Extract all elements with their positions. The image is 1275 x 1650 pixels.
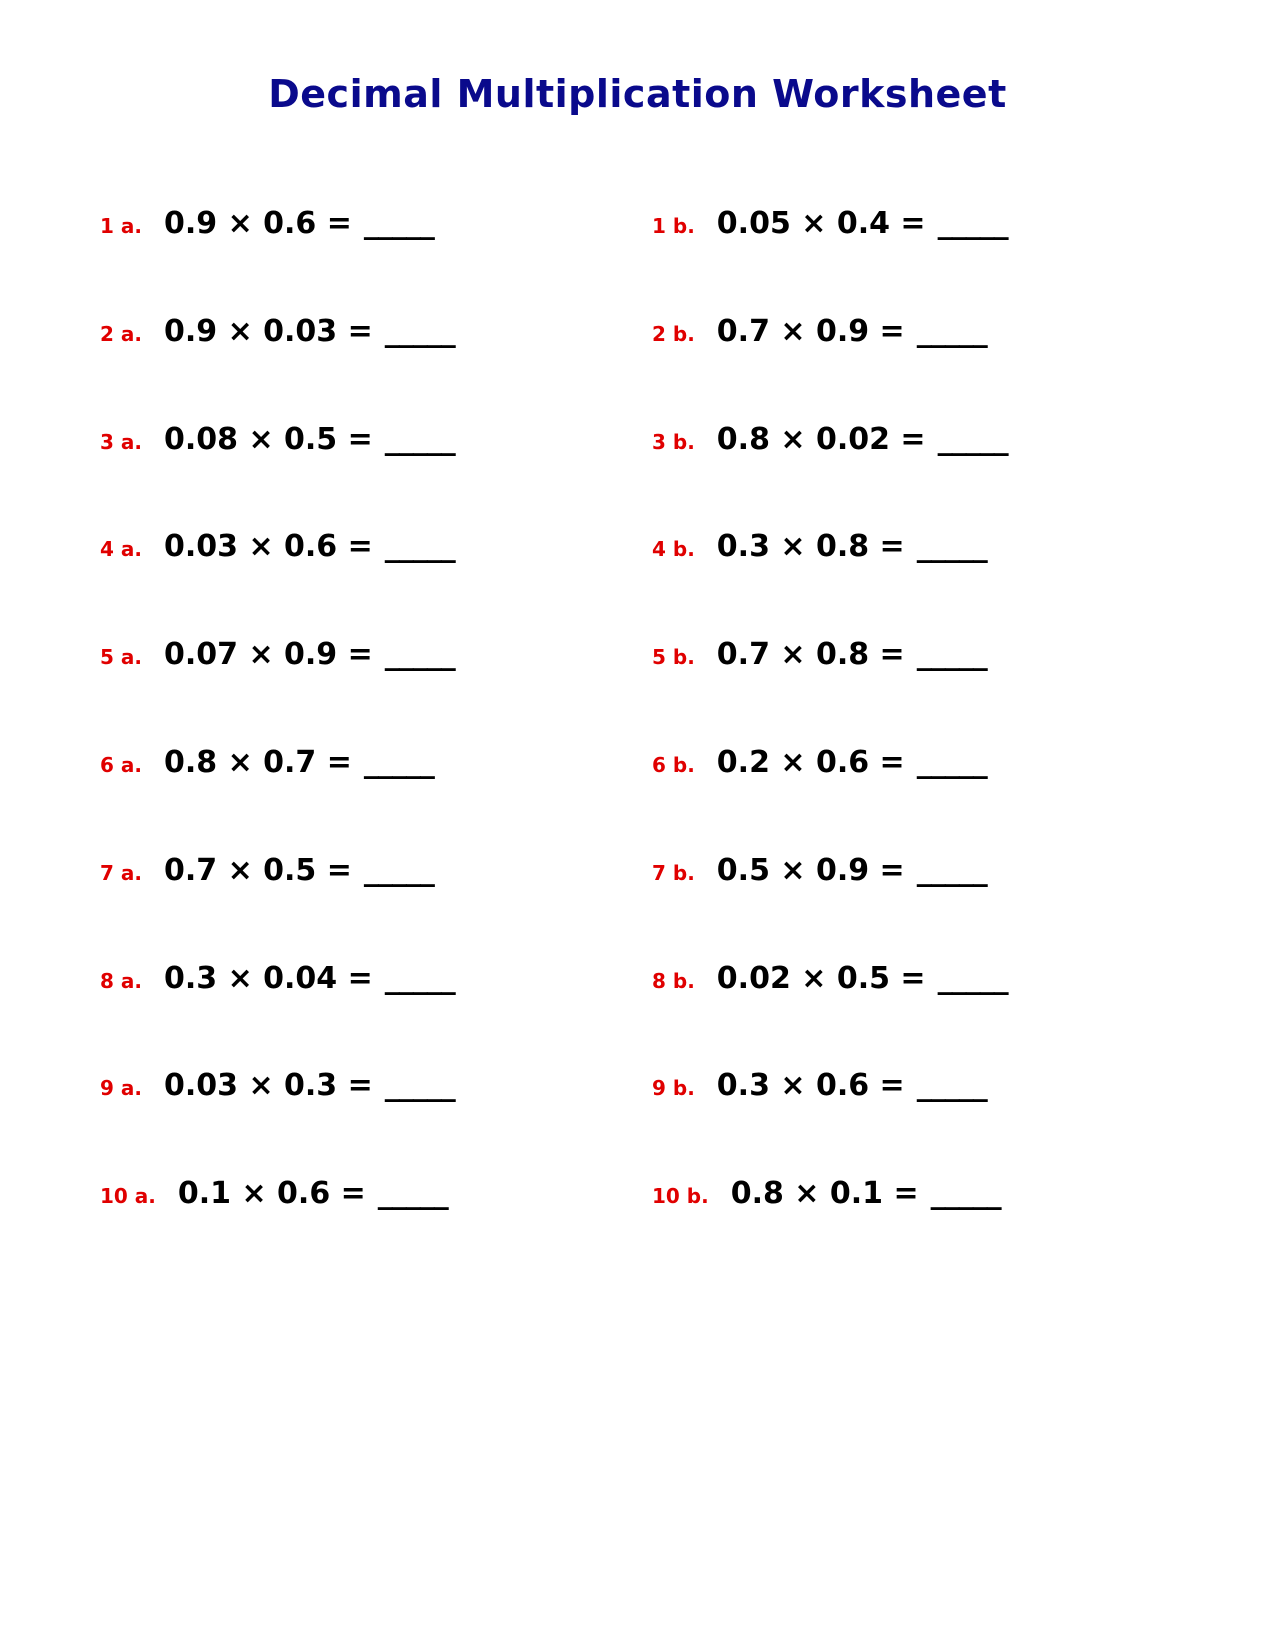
problem-8b	[652, 961, 1008, 996]
problem-number: 6 b.	[652, 753, 695, 777]
problem-expression: 0.9 × 0.03 =	[163, 314, 373, 349]
problem-number: 8 b.	[652, 969, 695, 993]
problem-5b	[652, 637, 987, 672]
answer-blank[interactable]: _____	[377, 1176, 448, 1211]
problem-9b	[652, 1068, 987, 1103]
problem-expression: 0.7 × 0.9 =	[716, 314, 905, 349]
problem-expression: 0.03 × 0.3 =	[163, 1068, 373, 1103]
answer-blank[interactable]: _____	[930, 1176, 1001, 1211]
problem-6b	[652, 745, 987, 780]
problem-expression: 0.05 × 0.4 =	[716, 206, 926, 241]
problem-number: 2 a.	[100, 322, 142, 346]
problem-expression: 0.07 × 0.9 =	[163, 637, 373, 672]
problem-3b	[652, 422, 1008, 457]
problem-expression: 0.3 × 0.6 =	[716, 1068, 905, 1103]
answer-blank[interactable]: _____	[916, 1068, 987, 1103]
problem-number: 3 b.	[652, 430, 695, 454]
problem-8a	[100, 961, 455, 996]
answer-blank[interactable]: _____	[916, 314, 987, 349]
problem-9a	[100, 1068, 455, 1103]
problem-number: 6 a.	[100, 753, 142, 777]
problem-10a	[100, 1176, 448, 1211]
problem-number: 1 b.	[652, 214, 695, 238]
problem-number: 7 a.	[100, 861, 142, 885]
answer-blank[interactable]: _____	[384, 314, 455, 349]
problem-2b	[652, 314, 987, 349]
problem-number: 7 b.	[652, 861, 695, 885]
answer-blank[interactable]: _____	[363, 206, 434, 241]
problem-1a	[100, 206, 434, 241]
answer-blank[interactable]: _____	[384, 1068, 455, 1103]
answer-blank[interactable]: _____	[916, 853, 987, 888]
answer-blank[interactable]: _____	[363, 853, 434, 888]
problem-number: 10 a.	[100, 1184, 156, 1208]
problem-expression: 0.02 × 0.5 =	[716, 961, 926, 996]
problem-number: 8 a.	[100, 969, 142, 993]
problem-expression: 0.7 × 0.5 =	[163, 853, 352, 888]
problem-number: 3 a.	[100, 430, 142, 454]
problem-expression: 0.8 × 0.02 =	[716, 422, 926, 457]
problem-number: 4 b.	[652, 537, 695, 561]
answer-blank[interactable]: _____	[937, 961, 1008, 996]
problem-7b	[652, 853, 987, 888]
problem-5a	[100, 637, 455, 672]
problem-expression: 0.8 × 0.7 =	[163, 745, 352, 780]
problem-1b	[652, 206, 1008, 241]
problem-10b	[652, 1176, 1001, 1211]
answer-blank[interactable]: _____	[916, 637, 987, 672]
answer-blank[interactable]: _____	[384, 637, 455, 672]
answer-blank[interactable]: _____	[384, 961, 455, 996]
answer-blank[interactable]: _____	[363, 745, 434, 780]
problem-6a	[100, 745, 434, 780]
problem-number: 5 b.	[652, 645, 695, 669]
answer-blank[interactable]: _____	[916, 529, 987, 564]
problem-number: 4 a.	[100, 537, 142, 561]
problem-expression: 0.08 × 0.5 =	[163, 422, 373, 457]
problem-expression: 0.2 × 0.6 =	[716, 745, 905, 780]
problem-number: 9 b.	[652, 1076, 695, 1100]
problem-number: 10 b.	[652, 1184, 709, 1208]
problem-3a	[100, 422, 455, 457]
problem-expression: 0.1 × 0.6 =	[177, 1176, 366, 1211]
answer-blank[interactable]: _____	[937, 206, 1008, 241]
problem-expression: 0.3 × 0.8 =	[716, 529, 905, 564]
problem-2a	[100, 314, 455, 349]
problem-number: 5 a.	[100, 645, 142, 669]
problem-expression: 0.7 × 0.8 =	[716, 637, 905, 672]
problem-number: 1 a.	[100, 214, 142, 238]
problem-4a	[100, 529, 455, 564]
answer-blank[interactable]: _____	[916, 745, 987, 780]
problem-expression: 0.03 × 0.6 =	[163, 529, 373, 564]
problem-7a	[100, 853, 434, 888]
page-title: Decimal Multiplication Worksheet	[268, 72, 1007, 116]
problem-expression: 0.5 × 0.9 =	[716, 853, 905, 888]
problem-expression: 0.9 × 0.6 =	[163, 206, 352, 241]
problem-expression: 0.8 × 0.1 =	[730, 1176, 919, 1211]
answer-blank[interactable]: _____	[937, 422, 1008, 457]
problem-4b	[652, 529, 987, 564]
problem-expression: 0.3 × 0.04 =	[163, 961, 373, 996]
problem-number: 2 b.	[652, 322, 695, 346]
answer-blank[interactable]: _____	[384, 529, 455, 564]
problem-number: 9 a.	[100, 1076, 142, 1100]
answer-blank[interactable]: _____	[384, 422, 455, 457]
